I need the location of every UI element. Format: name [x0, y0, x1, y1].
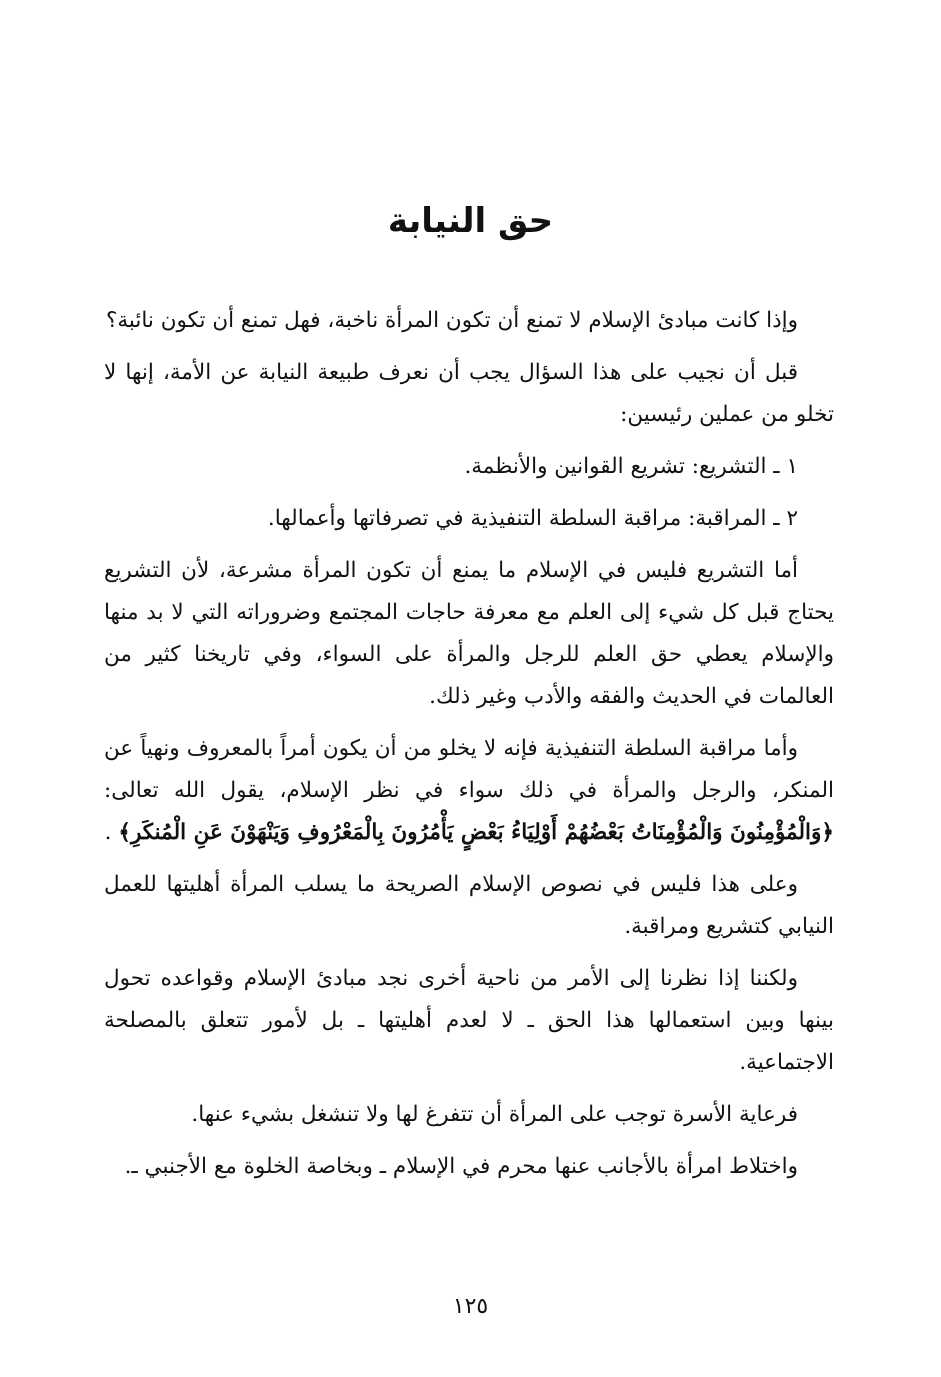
list-item-oversight: ٢ ـ المراقبة: مراقبة السلطة التنفيذية في تصرفاتها وأعمالها. — [267, 506, 798, 531]
body-text — [104, 300, 834, 1198]
page-number: ١٢٥ — [452, 1294, 489, 1319]
paragraph-2: قبل أن نجيب على هذا السؤال يجب أن نعرف طبيعة النيابة عن الأمة، إنها لا تخلو من عملين رئيسين: — [104, 360, 834, 427]
page-title: حق النيابة — [387, 201, 554, 241]
paragraph-4 — [104, 728, 834, 854]
list-item-legislation: ١ ـ التشريع: تشريع القوانين والأنظمة. — [464, 454, 798, 479]
paragraph-7: فرعاية الأسرة توجب على المرأة أن تتفرغ لها ولا تنشغل بشيء عنها. — [191, 1102, 798, 1127]
paragraph-1: وإذا كانت مبادئ الإسلام لا تمنع أن تكون المرأة ناخبة، فهل تمنع أن تكون نائبة؟ — [105, 308, 798, 333]
paragraph-8: واختلاط امرأة بالأجانب عنها محرم في الإسلام ـ وبخاصة الخلوة مع الأجنبي ـ. — [124, 1154, 798, 1179]
paragraph-4-text: وأما مراقبة السلطة التنفيذية فإنه لا يخلو من أن يكون أمراً بالمعروف ونهياً عن المنكر، والرجل والمرأة في ذلك سواء في نظر الإسلام، يقول الله تعالى: — [104, 736, 834, 803]
paragraph-6: ولكننا إذا نظرنا إلى الأمر من ناحية أخرى نجد مبادئ الإسلام وقواعده تحول بينها وبين استعمالها هذا الحق ـ لا لعدم أهليتها ـ بل لأمور تتعلق بالمصلحة الاجتماعية. — [104, 966, 834, 1075]
paragraph-3: أما التشريع فليس في الإسلام ما يمنع أن تكون المرأة مشرعة، لأن التشريع يحتاج قبل كل شيء إلى العلم مع معرفة حاجات المجتمع وضروراته التي لا بد منها والإسلام يعطي حق العلم للرجل والمرأة على السواء، وفي تاريخنا كثير من العالمات في الحديث والفقه والأدب وغير ذلك. — [104, 558, 834, 709]
paragraph-5: وعلى هذا فليس في نصوص الإسلام الصريحة ما يسلب المرأة أهليتها للعمل النيابي كتشريع ومراقبة. — [104, 872, 834, 939]
quran-verse: ﴿وَالْمُؤْمِنُونَ وَالْمُؤْمِنَاتُ بَعْضُهُمْ أَوْلِيَاءُ بَعْضٍ يَأْمُرُونَ بِالْمَعْرُوفِ وَيَنْهَوْنَ عَنِ الْمُنكَرِ﴾ — [118, 820, 834, 845]
paragraph-4-end: . — [104, 820, 119, 845]
